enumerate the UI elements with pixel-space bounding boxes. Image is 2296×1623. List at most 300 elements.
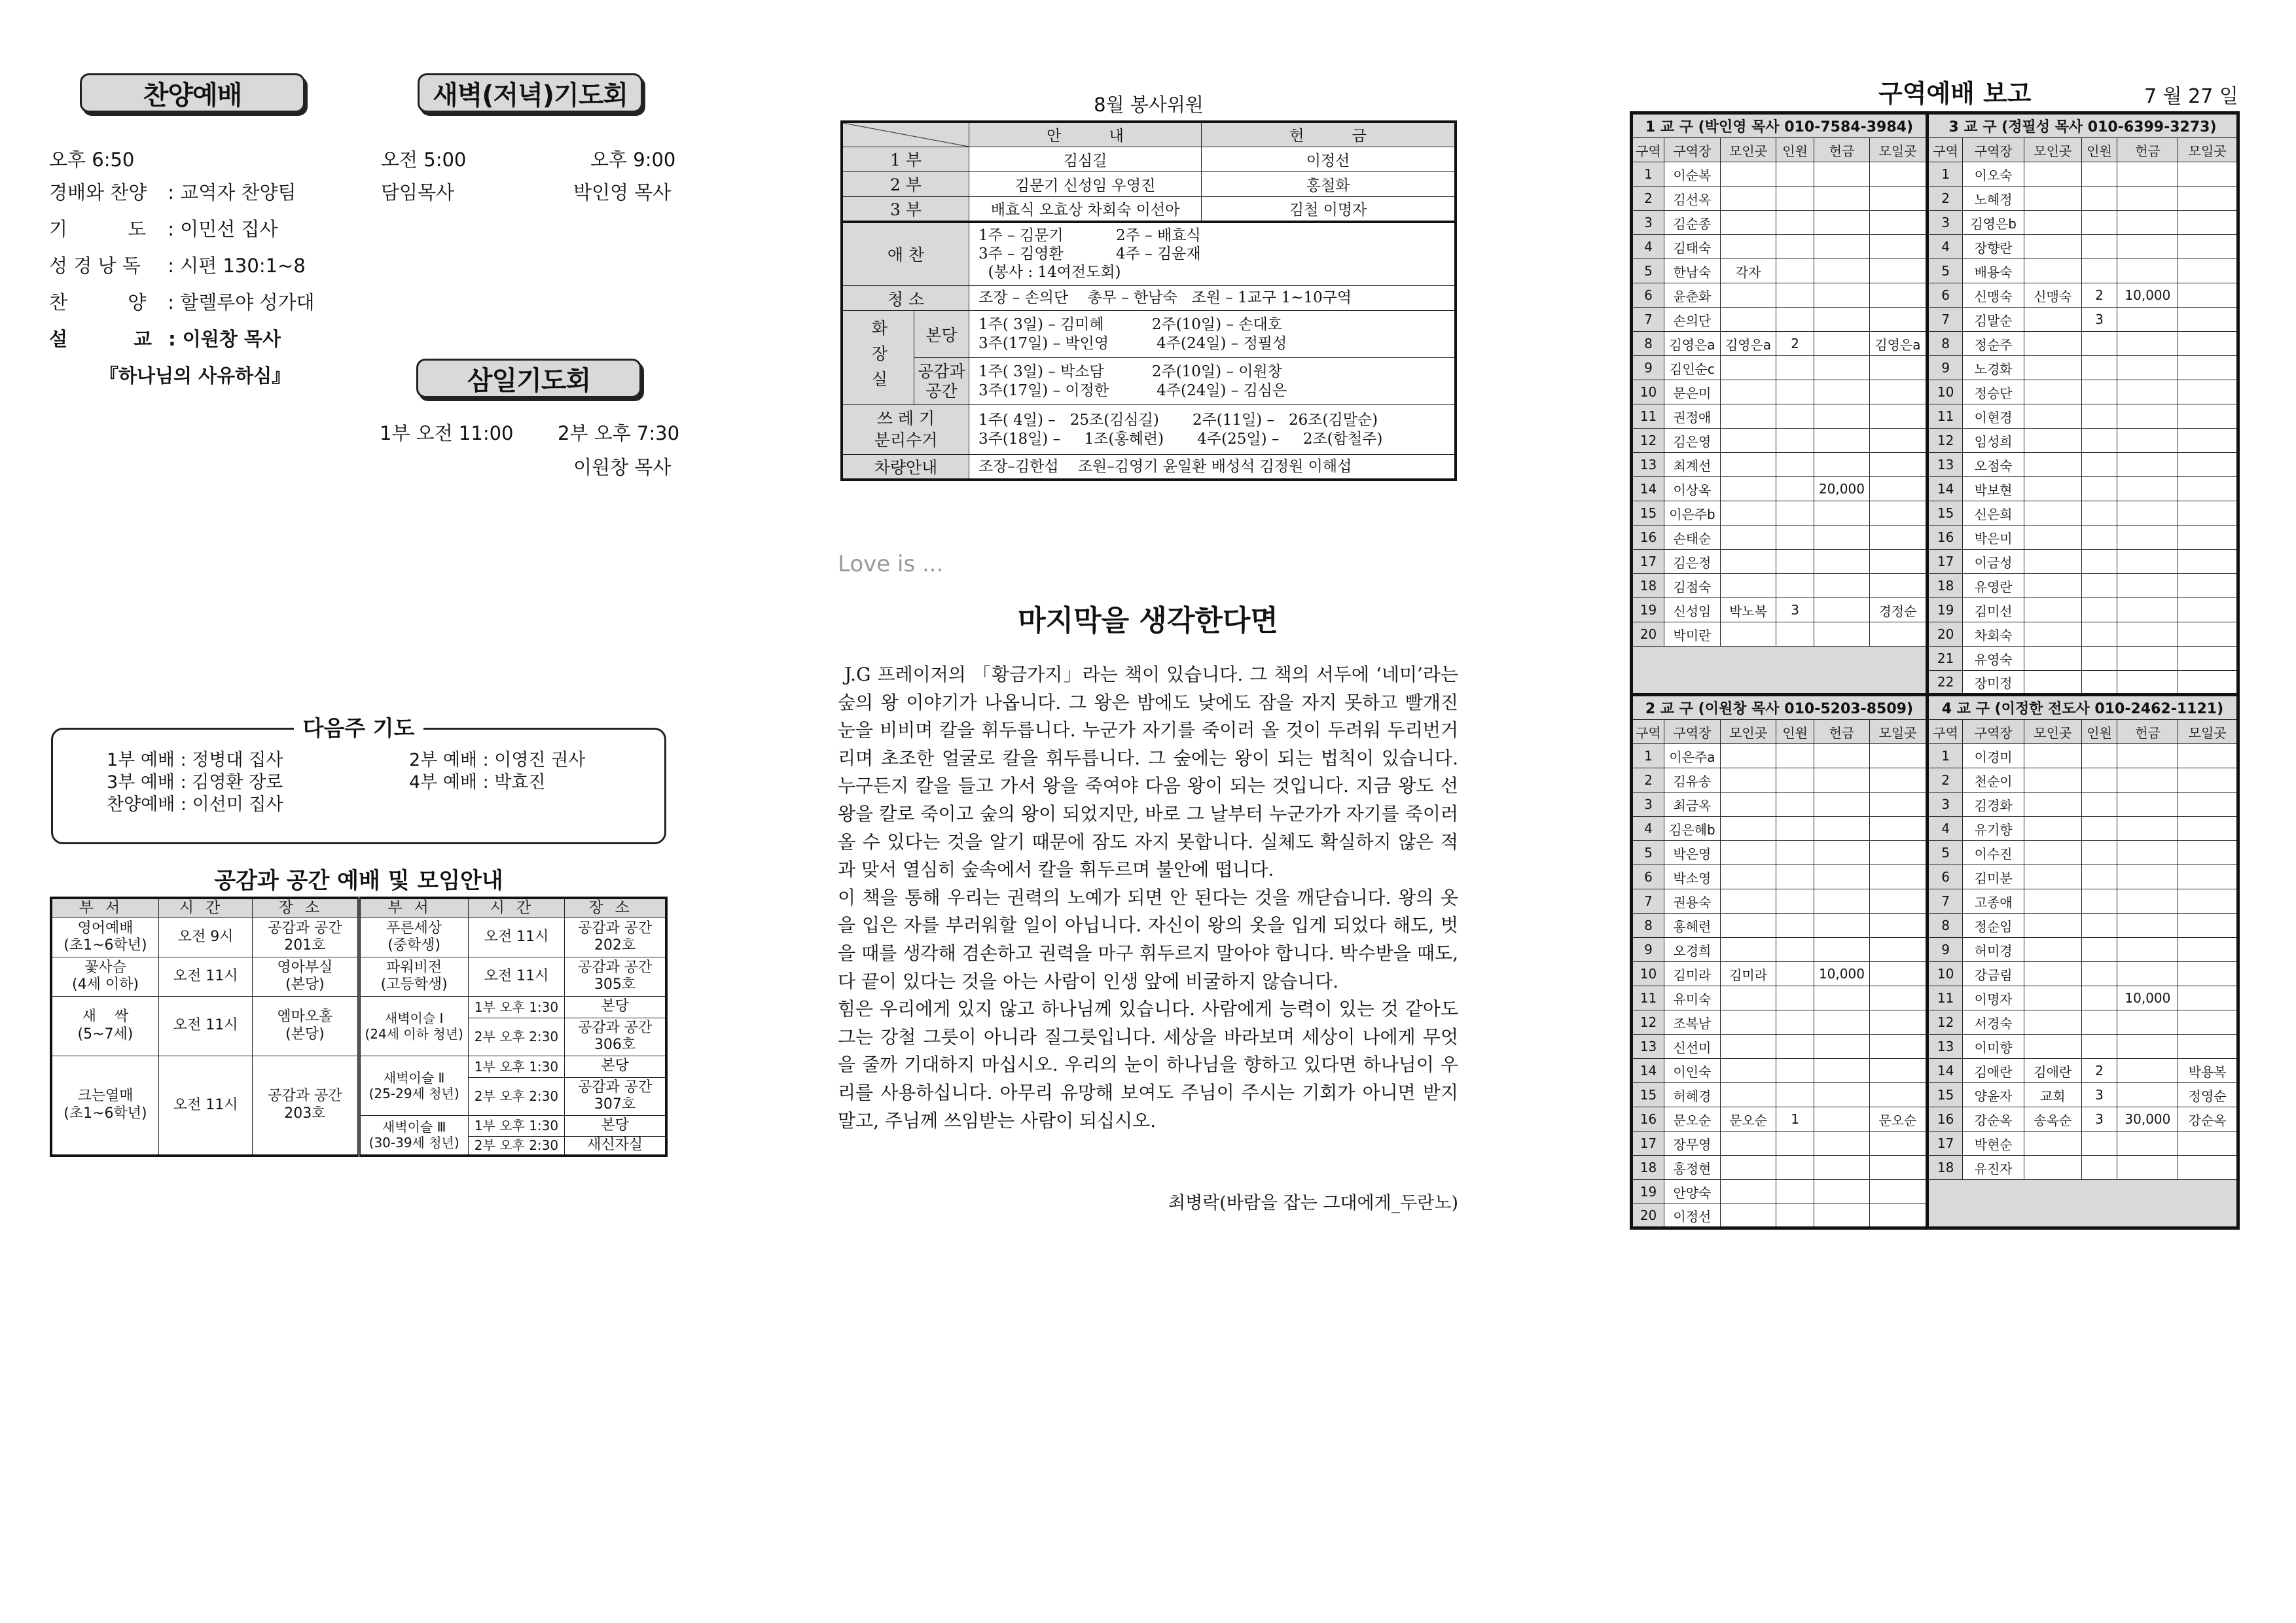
cell xyxy=(2178,283,2238,308)
cell: 7 xyxy=(1927,889,1962,914)
cell xyxy=(1814,768,1869,793)
cell xyxy=(2024,211,2081,235)
cell: 김영은a xyxy=(1720,332,1776,356)
volunteers-header-row xyxy=(842,122,1456,147)
cell xyxy=(2117,404,2178,429)
meetings-title: 공감과 공간 예배 및 모임안내 xyxy=(214,868,503,894)
sermon-title: 『하나님의 사유하심』 xyxy=(99,365,291,387)
cell xyxy=(1776,889,1814,914)
cell xyxy=(1720,235,1776,259)
cell xyxy=(1776,259,1814,283)
wednesday-second: 2부 오후 7:30 xyxy=(558,422,680,444)
cell: 김미라 xyxy=(1664,962,1720,986)
next-week-prayer-box xyxy=(51,715,666,844)
cell: 6 xyxy=(1927,865,1962,889)
cell xyxy=(1720,841,1776,865)
table-row xyxy=(1632,574,2238,598)
parish-header-row xyxy=(1632,113,2238,138)
cell: 노혜정 xyxy=(1963,187,2024,211)
cell xyxy=(2024,962,2081,986)
cell xyxy=(1776,162,1814,187)
order-row: 기 도 : 이민선 집사 xyxy=(49,215,278,241)
cell xyxy=(1870,187,1928,211)
cell xyxy=(2024,914,2081,938)
cell xyxy=(1814,865,1869,889)
table-row: 쓰 레 기 분리수거 1주( 4일) – 25조(김심길) 2주(11일) – 26조(김말순) 3주(18일) – 1조(홍혜련) 4주(25일) – 2조(함철주) xyxy=(842,405,1456,455)
cell: 11 xyxy=(1632,986,1664,1010)
table-row xyxy=(1632,647,2238,671)
cell xyxy=(2024,865,2081,889)
cell xyxy=(2178,380,2238,404)
cell: 3 xyxy=(1927,211,1962,235)
cell xyxy=(1776,550,1814,574)
prayer-item: 4부 예배 : 박효진 xyxy=(409,772,546,793)
cell: 문은미 xyxy=(1664,380,1720,404)
col-header: 모인곳 xyxy=(2024,138,2081,162)
cell: 8 xyxy=(1927,332,1962,356)
cell xyxy=(1814,889,1869,914)
cell: 박현순 xyxy=(1963,1132,2024,1156)
table-row xyxy=(1632,501,2238,526)
cell: 신맹숙 xyxy=(1963,283,2024,308)
cell xyxy=(2117,259,2178,283)
cell xyxy=(1814,1083,1869,1107)
table-row xyxy=(1632,259,2238,283)
cell xyxy=(2081,550,2117,574)
cell xyxy=(1870,429,1928,453)
cell: 16 xyxy=(1927,526,1962,550)
cell: 강순옥 xyxy=(2178,1107,2238,1132)
district-report-title: 구역예배 보고 xyxy=(1878,79,2032,108)
cell xyxy=(2024,162,2081,187)
cell: 손의단 xyxy=(1664,308,1720,332)
cell: 4 xyxy=(1927,817,1962,841)
cell xyxy=(1720,356,1776,380)
table-row xyxy=(1632,187,2238,211)
cell xyxy=(1870,744,1928,768)
cell xyxy=(2178,477,2238,501)
table-row: 크는열매 (초1~6학년) 오전 11시 공감과 공간 203호 새벽이슬 Ⅱ (25-29세 청년) 1부 오후 1:30 본당 xyxy=(51,1056,666,1077)
cell: 김은혜b xyxy=(1664,817,1720,841)
cell: 2 xyxy=(1632,187,1664,211)
table-row xyxy=(1632,744,2238,768)
cell xyxy=(1776,1132,1814,1156)
cell xyxy=(1776,938,1814,962)
cell: 김은영 xyxy=(1664,429,1720,453)
cell: 문오순 xyxy=(1664,1107,1720,1132)
cell: 15 xyxy=(1927,1083,1962,1107)
parish-header-row xyxy=(1632,695,2238,720)
cell: 장미정 xyxy=(1963,671,2024,695)
cell xyxy=(2117,1083,2178,1107)
cell: 문오순 xyxy=(1720,1107,1776,1132)
cell xyxy=(1720,1083,1776,1107)
cell xyxy=(2024,793,2081,817)
cell: 이정선 xyxy=(1664,1204,1720,1228)
cell xyxy=(2117,1059,2178,1083)
cell xyxy=(1720,622,1776,647)
cell: 이명자 xyxy=(1963,986,2024,1010)
cell xyxy=(1776,453,1814,477)
cell: 천순이 xyxy=(1963,768,2024,793)
prayer-item: 3부 예배 : 김영환 장로 xyxy=(107,772,283,793)
table-row xyxy=(1632,332,2238,356)
cell xyxy=(2024,986,2081,1010)
article-paragraph: J.G 프레이저의 「황금가지」라는 책이 있습니다. 그 책의 서두에 ‘네미’라는 숲의 왕 이야기가 나옵니다. 그 왕은 밤에도 낮에도 잠을 자지 못하고 빨개진 눈을 비비며 칼을 휘두릅니다. 누군가 자기를 죽이러 올 것이 두려워 두리번거리며 초조한 얼굴로 칼을 휘두릅니다. 그 숲에는 왕이 되는 법칙이 있습니다. 누구든지 칼을 들고 가서 왕을 죽여야 다음 왕이 되는 것입니다. 지금 왕도 선왕을 칼로 죽이고 숲의 왕이 되었지만, 바로 그 날부터 누군가가 자기를 죽이러 올 수 있다는 것을 알기 때문에 잠도 자지 못합니다. 실체도 확실하지 않은 적과 맞서 열심히 숲속에서 칼을 휘두르며 불안에 떱니다. xyxy=(838,664,1464,881)
cell: 홍정현 xyxy=(1664,1156,1720,1180)
cell: 20 xyxy=(1927,622,1962,647)
cell: 강순옥 xyxy=(1963,1107,2024,1132)
table-row: 2 부 김문기 신성임 우영진 홍철화 xyxy=(842,171,1456,196)
cell: 최계선 xyxy=(1664,453,1720,477)
cell: 3 xyxy=(2081,1107,2117,1132)
cell xyxy=(1720,817,1776,841)
cell: 김말순 xyxy=(1963,308,2024,332)
cell: 18 xyxy=(1632,574,1664,598)
cell xyxy=(2081,865,2117,889)
cell xyxy=(1720,380,1776,404)
cell xyxy=(2081,211,2117,235)
cell xyxy=(1814,938,1869,962)
district-report-table xyxy=(1630,111,2240,1230)
cell xyxy=(1720,453,1776,477)
cell xyxy=(1776,477,1814,501)
cell: 김미분 xyxy=(1963,865,2024,889)
order-value: 이원창 목사 xyxy=(182,328,281,350)
cell xyxy=(1720,865,1776,889)
order-label: 찬 양 xyxy=(49,291,147,313)
cell: 19 xyxy=(1927,598,1962,622)
cell xyxy=(1814,574,1869,598)
cell xyxy=(2081,962,2117,986)
table-row: 꽃사슴 (4세 이하) 오전 11시 영아부실 (본당) 파워비전 (고등학생) 오전 11시 공감과 공간 305호 xyxy=(51,957,666,996)
cell xyxy=(2081,986,2117,1010)
cell: 허미경 xyxy=(1963,938,2024,962)
cell xyxy=(2117,235,2178,259)
table-row xyxy=(1632,598,2238,622)
cell: 10,000 xyxy=(2117,283,2178,308)
cell xyxy=(1870,380,1928,404)
table-row: 2부 오후 2:30 공감과 공간 307호 xyxy=(51,1077,666,1115)
cell xyxy=(1870,235,1928,259)
cell xyxy=(2081,453,2117,477)
order-row: 성 경 낭 독 : 시편 130:1~8 xyxy=(49,251,306,278)
table-row: 차량안내 조장–김한섭 조원–김영기 윤일환 배성석 김정원 이해섭 xyxy=(842,455,1456,480)
cell: 이미향 xyxy=(1963,1035,2024,1059)
cell xyxy=(1720,162,1776,187)
cell: 5 xyxy=(1632,259,1664,283)
table-row: 1 부 김심길 이정선 xyxy=(842,147,1456,171)
parish-header: 2 교 구 (이원창 목사 010-5203-8509) xyxy=(1632,695,1928,720)
cell xyxy=(2081,841,2117,865)
cell xyxy=(2117,817,2178,841)
order-label: 설 교 xyxy=(49,328,152,350)
cell: 18 xyxy=(1927,1156,1962,1180)
cell xyxy=(2081,380,2117,404)
cell: 이순복 xyxy=(1664,162,1720,187)
cell: 이경미 xyxy=(1963,744,2024,768)
article-title: 마지막을 생각한다면 xyxy=(1018,604,1278,637)
cell: 김태숙 xyxy=(1664,235,1720,259)
cell xyxy=(2178,356,2238,380)
cell xyxy=(2081,501,2117,526)
col-header: 구역 xyxy=(1927,138,1962,162)
cell: 안양숙 xyxy=(1664,1180,1720,1204)
cell xyxy=(1814,526,1869,550)
cell xyxy=(2024,817,2081,841)
cell: 이은주b xyxy=(1664,501,1720,526)
cell: 13 xyxy=(1632,1035,1664,1059)
article-paragraph: 힘은 우리에게 있지 않고 하나님께 있습니다. 사람에게 능력이 있는 것 같아도 그는 강철 그릇이 아니라 질그릇입니다. 세상을 바라보며 세상이 나에게 무엇을 줄까 기대하지 마십시오. 우리의 눈이 하나님을 향하고 있다면 하나님이 우리를 사용하십니다. 아무리 유망해 보여도 주님이 주시는 기회가 아니면 받지 말고, 주님께 쓰임받는 사람이 되십시오. xyxy=(838,998,1458,1132)
table-row xyxy=(1632,1132,2238,1156)
cell xyxy=(2081,598,2117,622)
table-row: 애 찬 1주 – 김문기 2주 – 배효식 3주 – 김영환 4주 – 김윤재 (봉사 : 14여전도회) xyxy=(842,222,1456,286)
cell: 각자 xyxy=(1720,259,1776,283)
cell: 11 xyxy=(1632,404,1664,429)
cell xyxy=(2117,914,2178,938)
cell xyxy=(1776,1083,1814,1107)
table-row: 공감과 공간 1주( 3일) – 박소담 2주(10일) – 이원창 3주(17일) – 이정한 4주(24일) – 김심은 xyxy=(842,358,1456,405)
cell: 손태순 xyxy=(1664,526,1720,550)
cell xyxy=(1870,356,1928,380)
cell xyxy=(2117,768,2178,793)
cell xyxy=(1814,380,1869,404)
cell: 3 xyxy=(1632,211,1664,235)
cell xyxy=(1814,308,1869,332)
cell xyxy=(1814,404,1869,429)
cell: 13 xyxy=(1927,1035,1962,1059)
cell xyxy=(2178,841,2238,865)
order-value: 교역자 찬양팀 xyxy=(180,181,296,204)
table-row xyxy=(1632,1010,2238,1035)
cell xyxy=(1720,429,1776,453)
col-header: 모일곳 xyxy=(1870,720,1928,744)
cell: 15 xyxy=(1632,501,1664,526)
cell: 김영은a xyxy=(1664,332,1720,356)
cell xyxy=(2117,501,2178,526)
cell: 15 xyxy=(1927,501,1962,526)
cell xyxy=(1814,841,1869,865)
cell xyxy=(1720,1010,1776,1035)
cell: 홍혜련 xyxy=(1664,914,1720,938)
cell: 14 xyxy=(1632,477,1664,501)
cell: 11 xyxy=(1927,986,1962,1010)
table-row xyxy=(1632,308,2238,332)
cell xyxy=(1720,768,1776,793)
cell xyxy=(2024,501,2081,526)
cell xyxy=(2024,477,2081,501)
cell: 10 xyxy=(1927,380,1962,404)
cell xyxy=(1814,1180,1869,1204)
cell: 9 xyxy=(1927,356,1962,380)
table-row xyxy=(1632,1180,2238,1204)
cell xyxy=(1720,187,1776,211)
cell: 2 xyxy=(2081,1059,2117,1083)
cell: 5 xyxy=(1927,841,1962,865)
cell xyxy=(2117,841,2178,865)
cell: 9 xyxy=(1632,356,1664,380)
cell xyxy=(1814,793,1869,817)
cell xyxy=(1776,356,1814,380)
cell xyxy=(2178,526,2238,550)
table-row: 청 소 조장 – 손의단 총무 – 한남숙 조원 – 1교구 1~10구역 xyxy=(842,286,1456,311)
table-row xyxy=(1632,841,2238,865)
cell xyxy=(1870,259,1928,283)
cell: 한남숙 xyxy=(1664,259,1720,283)
col-header: 헌금 xyxy=(1814,720,1869,744)
cell: 16 xyxy=(1632,1107,1664,1132)
cell xyxy=(1776,986,1814,1010)
cell xyxy=(2024,259,2081,283)
table-row xyxy=(1632,889,2238,914)
cell xyxy=(2081,914,2117,938)
cell xyxy=(2117,477,2178,501)
cell xyxy=(1814,1059,1869,1083)
dawn-morning-time: 오전 5:00 xyxy=(381,149,467,171)
cell xyxy=(2178,986,2238,1010)
cell xyxy=(2024,1156,2081,1180)
cell xyxy=(1776,235,1814,259)
table-row xyxy=(1632,1156,2238,1180)
prayer-item: 1부 예배 : 정병대 집사 xyxy=(107,750,283,770)
cell xyxy=(1870,768,1928,793)
table-row xyxy=(1632,962,2238,986)
table-row xyxy=(1632,793,2238,817)
cell: 경정순 xyxy=(1870,598,1928,622)
cell xyxy=(1870,1035,1928,1059)
cell xyxy=(1814,332,1869,356)
cell xyxy=(2178,889,2238,914)
cell xyxy=(2081,768,2117,793)
order-value: 시편 130:1~8 xyxy=(180,255,306,277)
cell xyxy=(1870,308,1928,332)
cell: 3 xyxy=(2081,1083,2117,1107)
cell xyxy=(1870,1156,1928,1180)
cell xyxy=(1870,404,1928,429)
col-header: 구역장 xyxy=(1963,138,2024,162)
cell: 10 xyxy=(1632,962,1664,986)
cell: 이수진 xyxy=(1963,841,2024,865)
table-row xyxy=(1632,211,2238,235)
cell xyxy=(1870,841,1928,865)
cell xyxy=(2081,332,2117,356)
cell xyxy=(2117,598,2178,622)
cell: 22 xyxy=(1927,671,1962,695)
table-row: 새 싹 (5~7세) 오전 11시 엠마오홀 (본당) 새벽이슬 Ⅰ (24세 이하 청년) 1부 오후 1:30 본당 xyxy=(51,996,666,1018)
cell xyxy=(2081,526,2117,550)
cell xyxy=(1720,744,1776,768)
column-header-row xyxy=(1632,138,2238,162)
table-row xyxy=(1632,1059,2238,1083)
cell xyxy=(2024,574,2081,598)
cell xyxy=(2117,1035,2178,1059)
district-report-date: 7 월 27 일 xyxy=(2144,85,2238,108)
cell xyxy=(2178,501,2238,526)
cell xyxy=(1870,574,1928,598)
cell xyxy=(1870,1083,1928,1107)
cell xyxy=(2117,211,2178,235)
cell: 유미숙 xyxy=(1664,986,1720,1010)
cell: 18 xyxy=(1632,1156,1664,1180)
cell xyxy=(1814,986,1869,1010)
cell: 노경화 xyxy=(1963,356,2024,380)
order-value: 할렐루야 성가대 xyxy=(180,291,315,313)
cell xyxy=(2178,1035,2238,1059)
cell: 허혜경 xyxy=(1664,1083,1720,1107)
cell: 9 xyxy=(1927,938,1962,962)
table-row xyxy=(1632,622,2238,647)
cell: 권정애 xyxy=(1664,404,1720,429)
cell xyxy=(2178,768,2238,793)
cell: 김미선 xyxy=(1963,598,2024,622)
cell xyxy=(1814,1156,1869,1180)
cell xyxy=(1870,477,1928,501)
cell xyxy=(1870,865,1928,889)
cell xyxy=(2117,162,2178,187)
cell xyxy=(1870,526,1928,550)
cell xyxy=(2178,962,2238,986)
cell: 10,000 xyxy=(2117,986,2178,1010)
cell: 10 xyxy=(1927,962,1962,986)
table-row: 2부 오후 2:30 공감과 공간 306호 xyxy=(51,1018,666,1056)
cell: 김인순c xyxy=(1664,356,1720,380)
cell xyxy=(1870,211,1928,235)
cell: 신은희 xyxy=(1963,501,2024,526)
cell: 1 xyxy=(1927,744,1962,768)
col-header: 구역장 xyxy=(1963,720,2024,744)
cell: 조복남 xyxy=(1664,1010,1720,1035)
cell: 이금성 xyxy=(1963,550,2024,574)
cell: 송옥순 xyxy=(2024,1107,2081,1132)
cell: 12 xyxy=(1927,429,1962,453)
cell xyxy=(1870,938,1928,962)
cell: 김미라 xyxy=(1720,962,1776,986)
cell xyxy=(1870,962,1928,986)
cell xyxy=(1814,914,1869,938)
cell xyxy=(2024,429,2081,453)
cell xyxy=(1776,793,1814,817)
cell xyxy=(2024,622,2081,647)
cell: 장향란 xyxy=(1963,235,2024,259)
cell xyxy=(1720,404,1776,429)
cell: 윤춘화 xyxy=(1664,283,1720,308)
cell xyxy=(2081,574,2117,598)
cell: 2 xyxy=(1927,187,1962,211)
cell xyxy=(2024,332,2081,356)
cell: 김경화 xyxy=(1963,793,2024,817)
cell: 이인숙 xyxy=(1664,1059,1720,1083)
cell xyxy=(2117,647,2178,671)
cell xyxy=(1870,162,1928,187)
cell xyxy=(2081,356,2117,380)
cell: 장무영 xyxy=(1664,1132,1720,1156)
cell xyxy=(1814,817,1869,841)
cell: 6 xyxy=(1927,283,1962,308)
cell: 30,000 xyxy=(2117,1107,2178,1132)
cell xyxy=(2178,453,2238,477)
cell: 16 xyxy=(1927,1107,1962,1132)
col-header: 시간 xyxy=(468,898,564,918)
cell xyxy=(1870,501,1928,526)
cell: 20 xyxy=(1632,622,1664,647)
cell xyxy=(2081,1132,2117,1156)
cell xyxy=(1870,1132,1928,1156)
cell xyxy=(2117,793,2178,817)
cell xyxy=(1720,308,1776,332)
cell xyxy=(1776,283,1814,308)
cell xyxy=(1870,986,1928,1010)
cell xyxy=(1720,938,1776,962)
